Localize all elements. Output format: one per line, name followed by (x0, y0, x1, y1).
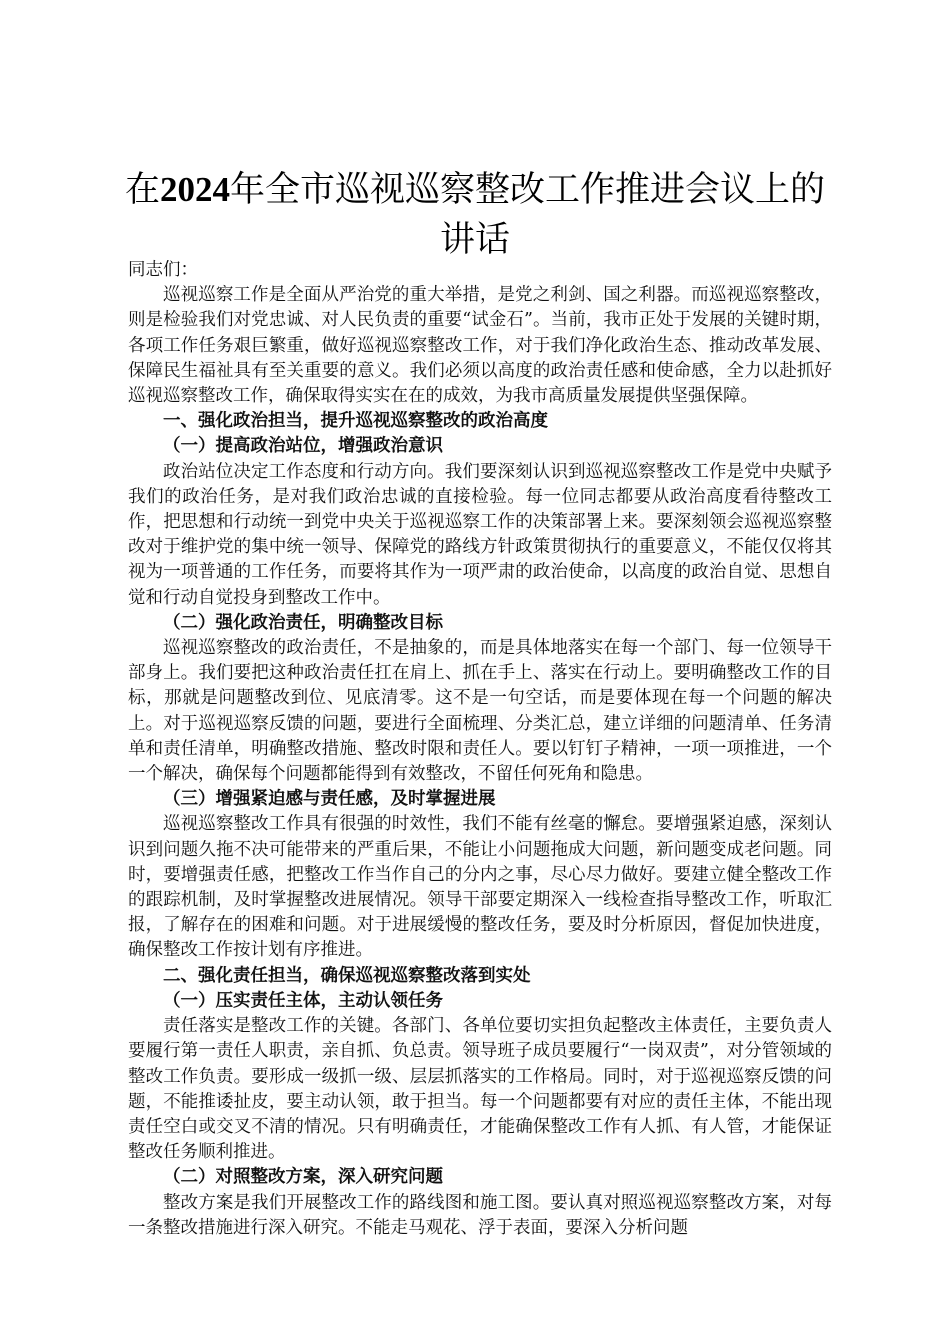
subsection-heading: （二）强化政治责任，明确整改目标 (163, 612, 443, 633)
body-paragraph: 巡视巡察整改的政治责任，不是抽象的，而是具体地落实在每一个部门、每一位领导干部身上。我们要把这种政治责任扛在肩上、抓在手上、落实在行动上。要明确整改工作的目标，那就是问题整改到位、见底清零。这不是一句空话，而是要体现在每一个问题的解决上。对于巡视巡察反馈的问题，要进行全面梳理、分类汇总，建立详细的问题清单、任务清单和责任清单，明确整改措施、整改时限和责任人。要以钉钉子精神，一项一项推进，一个一个解决，确保每个问题都能得到有效整改，不留任何死角和隐患。 (128, 638, 832, 785)
title-prefix: 在 (124, 170, 160, 210)
body-paragraph: 政治站位决定工作态度和行动方向。我们要深刻认识到巡视巡察整改工作是党中央赋予我们的政治任务，是对我们政治忠诚的直接检验。每一位同志都要从政治高度看待整改工作，把思想和行动统一到党中央关于巡视巡察工作的决策部署上来。要深刻领会巡视巡察整改对于维护党的集中统一领导、保障党的路线方针政策贯彻执行的重要意义，不能仅仅将其视为一项普通的工作任务，而要将其作为一项严肃的政治使命，以高度的政治自觉、思想自觉和行动自觉投身到整改工作中。 (128, 461, 832, 608)
paragraph-list (128, 283, 832, 1241)
subsection-heading: （一）提高政治站位，增强政治意识 (163, 436, 443, 457)
subsection-heading: （三）增强紧迫感与责任感，及时掌握进展 (163, 789, 496, 810)
document-title (110, 165, 840, 265)
document-body (128, 258, 832, 1241)
title-year: 2024 (160, 170, 230, 209)
title-rest: 年全市巡视巡察整改工作推进会议上的讲话 (230, 170, 826, 260)
subsection-heading: （二）对照整改方案，深入研究问题 (163, 1167, 443, 1188)
body-paragraph: 责任落实是整改工作的关键。各部门、各单位要切实担负起整改主体责任，主要负责人要履行第一责任人职责，亲自抓、负总责。领导班子成员要履行“一岗双责”，对分管领域的整改工作负责。要形成一级抓一级、层层抓落实的工作格局。同时，对于巡视巡察反馈的问题，不能推诿扯皮，要主动认领，敢于担当。每一个问题都要有对应的责任主体，不能出现责任空白或交叉不清的情况。只有明确责任，才能确保整改工作有人抓、有人管，才能保证整改任务顺利推进。 (128, 1016, 832, 1163)
subsection-heading: （一）压实责任主体，主动认领任务 (163, 990, 443, 1011)
section-heading: 一、强化政治担当，提升巡视巡察整改的政治高度 (163, 411, 548, 432)
body-paragraph: 巡视巡察整改工作具有很强的时效性，我们不能有丝毫的懈怠。要增强紧迫感，深刻认识到问题久拖不决可能带来的严重后果，不能让小问题拖成大问题，新问题变成老问题。同时，要增强责任感，把整改工作当作自己的分内之事，尽心尽力做好。要建立健全整改工作的跟踪机制，及时掌握整改进展情况。领导干部要定期深入一线检查指导整改工作，听取汇报，了解存在的困难和问题。对于进展缓慢的整改任务，要及时分析原因，督促加快进度，确保整改工作按计划有序推进。 (128, 814, 832, 961)
section-heading: 二、强化责任担当，确保巡视巡察整改落到实处 (163, 965, 531, 986)
greeting: 同志们： (128, 260, 198, 280)
body-paragraph: 巡视巡察工作是全面从严治党的重大举措，是党之利剑、国之利器。而巡视巡察整改，则是检验我们对党忠诚、对人民负责的重要“试金石”。当前，我市正处于发展的关键时期，各项工作任务艰巨繁重，做好巡视巡察整改工作，对于我们净化政治生态、推动改革发展、保障民生福祉具有至关重要的意义。我们必须以高度的政治责任感和使命感，全力以赴抓好巡视巡察整改工作，确保取得实实在在的成效，为我市高质量发展提供坚强保障。 (128, 285, 832, 407)
body-paragraph: 整改方案是我们开展整改工作的路线图和施工图。要认真对照巡视巡察整改方案，对每一条整改措施进行深入研究。不能走马观花、浮于表面，要深入分析问题 (128, 1192, 832, 1238)
